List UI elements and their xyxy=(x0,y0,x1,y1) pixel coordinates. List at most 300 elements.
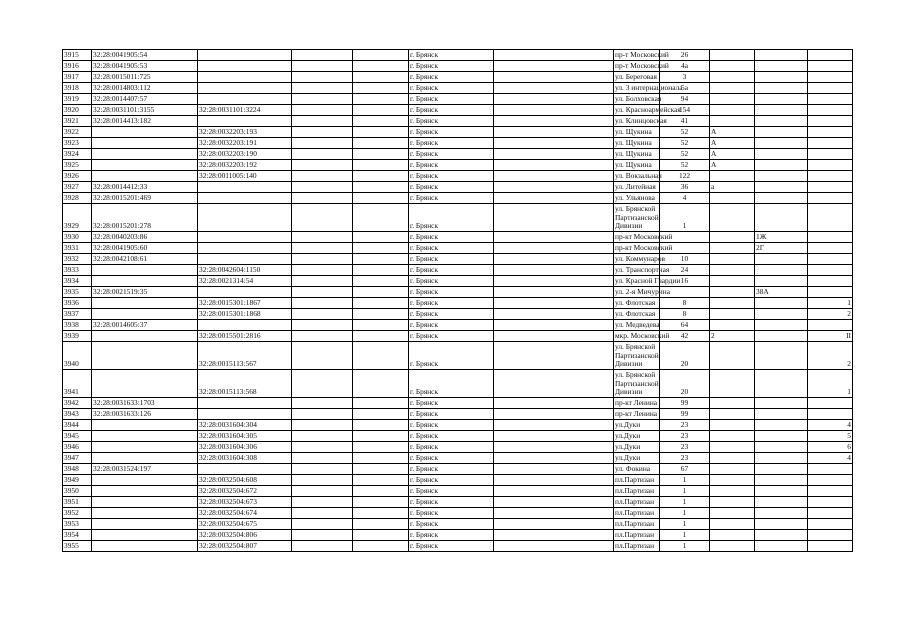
parent-cadastral-cell xyxy=(198,182,292,193)
apartment-cell: II xyxy=(808,331,853,342)
street-cell: ул. Щукина xyxy=(614,149,660,160)
empty-cell xyxy=(353,486,409,497)
table-body xyxy=(63,50,853,552)
empty-cell xyxy=(353,298,409,309)
empty-cell xyxy=(353,309,409,320)
house-letter-cell xyxy=(710,442,755,453)
empty-cell xyxy=(292,530,353,541)
empty-cell xyxy=(292,541,353,552)
cadastral-number-cell xyxy=(92,442,198,453)
street-cell: ул.Дуки xyxy=(614,442,660,453)
empty-cell xyxy=(494,116,614,127)
cadastral-number-cell: 32:28:0015011:725 xyxy=(92,72,198,83)
table-row xyxy=(63,193,853,204)
street-cell: пр-т Московский xyxy=(615,50,669,60)
cadastral-number-cell xyxy=(92,149,198,160)
house-number-cell: 23 xyxy=(660,431,710,442)
street-cell: ул. Флотская xyxy=(614,309,660,320)
parent-cadastral-cell: 32:28:0032504:672 xyxy=(198,486,292,497)
parent-cadastral-cell xyxy=(198,232,292,243)
house-number-cell: 23 xyxy=(660,420,710,431)
parent-cadastral-cell: 32:28:0032504:675 xyxy=(198,519,292,530)
empty-cell xyxy=(494,320,614,331)
empty-cell xyxy=(494,409,614,420)
table-row xyxy=(63,309,853,320)
empty-cell xyxy=(494,243,614,254)
parent-cadastral-cell: 32:28:0015301:1867 xyxy=(198,298,292,309)
empty-cell xyxy=(494,530,614,541)
building-cell xyxy=(755,320,808,331)
house-letter-cell xyxy=(710,105,755,116)
table-row xyxy=(63,431,853,442)
empty-cell xyxy=(292,409,353,420)
building-cell: 1Ж xyxy=(755,232,808,243)
empty-cell xyxy=(292,486,353,497)
parent-cadastral-cell xyxy=(198,94,292,105)
parent-cadastral-cell: 32:28:0011005:140 xyxy=(198,171,292,182)
parent-cadastral-cell: 32:28:0032504:673 xyxy=(198,497,292,508)
parent-cadastral-cell xyxy=(198,83,292,94)
street-cell: пл.Партизан xyxy=(614,541,660,552)
apartment-cell xyxy=(808,83,853,94)
row-number-cell: 3917 xyxy=(63,72,92,83)
house-letter-cell: А xyxy=(710,160,755,171)
row-number-cell: 3916 xyxy=(63,61,92,72)
house-letter-cell xyxy=(710,309,755,320)
house-number-cell: 52 xyxy=(660,138,710,149)
city-cell: г. Брянск xyxy=(409,331,494,342)
empty-cell xyxy=(292,254,353,265)
parent-cadastral-cell: 32:28:0031604:305 xyxy=(198,431,292,442)
city-cell: г. Брянск xyxy=(409,453,494,464)
row-number-cell: 3942 xyxy=(63,398,92,409)
table-row xyxy=(63,320,853,331)
street-cell: ул. Вокзальная xyxy=(615,171,662,181)
street-cell: ул. Клинцовская xyxy=(615,116,667,126)
empty-cell xyxy=(494,420,614,431)
city-cell: г. Брянск xyxy=(409,116,494,127)
street-cell: ул. Щукина xyxy=(614,160,660,171)
empty-cell xyxy=(353,320,409,331)
empty-cell xyxy=(292,182,353,193)
apartment-cell xyxy=(808,486,853,497)
empty-cell xyxy=(494,72,614,83)
apartment-cell xyxy=(808,265,853,276)
apartment-cell: 2 xyxy=(808,309,853,320)
house-number-cell: 154 xyxy=(660,105,710,116)
empty-cell xyxy=(292,442,353,453)
street-cell: пр-кт Ленина xyxy=(614,409,660,420)
empty-cell xyxy=(353,342,409,370)
empty-cell xyxy=(494,541,614,552)
city-cell: г. Брянск xyxy=(409,287,494,298)
house-letter-cell xyxy=(710,254,755,265)
cadastral-number-cell xyxy=(92,497,198,508)
city-cell: г. Брянск xyxy=(409,320,494,331)
house-letter-cell xyxy=(710,287,755,298)
apartment-cell xyxy=(808,320,853,331)
row-number-cell: 3915 xyxy=(63,50,92,61)
empty-cell xyxy=(353,193,409,204)
city-cell: г. Брянск xyxy=(409,497,494,508)
apartment-cell xyxy=(808,204,853,232)
house-number-cell: 64 xyxy=(660,320,710,331)
street-cell: пл.Партизан xyxy=(614,508,660,519)
empty-cell xyxy=(292,265,353,276)
cadastral-number-cell xyxy=(92,486,198,497)
city-cell: г. Брянск xyxy=(409,193,494,204)
house-letter-cell xyxy=(710,265,755,276)
row-number-cell: 3932 xyxy=(63,254,92,265)
apartment-cell xyxy=(808,398,853,409)
empty-cell xyxy=(494,182,614,193)
building-cell xyxy=(755,442,808,453)
empty-cell xyxy=(494,232,614,243)
empty-cell xyxy=(494,276,614,287)
building-cell xyxy=(755,475,808,486)
house-letter-cell xyxy=(710,171,755,182)
parent-cadastral-cell xyxy=(198,398,292,409)
row-number-cell: 3943 xyxy=(63,409,92,420)
house-letter-cell xyxy=(710,50,755,61)
row-number-cell: 3933 xyxy=(63,265,92,276)
building-cell xyxy=(755,72,808,83)
house-letter-cell xyxy=(710,72,755,83)
empty-cell xyxy=(494,298,614,309)
street-cell: ул. Брянской Партизанской Дивизии xyxy=(615,342,659,369)
empty-cell xyxy=(353,497,409,508)
street-cell: ул. Красноармейская xyxy=(615,105,681,115)
row-number-cell: 3939 xyxy=(63,331,92,342)
city-cell: г. Брянск xyxy=(409,50,494,61)
house-letter-cell: а xyxy=(710,182,755,193)
empty-cell xyxy=(494,204,614,232)
table-row xyxy=(63,442,853,453)
cadastral-number-cell xyxy=(92,171,198,182)
house-letter-cell xyxy=(710,519,755,530)
empty-cell xyxy=(353,276,409,287)
cadastral-number-cell xyxy=(92,331,198,342)
house-number-cell: 1 xyxy=(660,475,710,486)
row-number-cell: 3954 xyxy=(63,530,92,541)
building-cell xyxy=(755,182,808,193)
street-cell: ул. Фокина xyxy=(614,464,660,475)
table-row xyxy=(63,94,853,105)
house-letter-cell xyxy=(710,320,755,331)
row-number-cell: 3920 xyxy=(63,105,92,116)
building-cell xyxy=(755,309,808,320)
empty-cell xyxy=(494,105,614,116)
house-letter-cell xyxy=(710,431,755,442)
street-cell: ул. Коммунаров xyxy=(615,254,666,264)
table-row xyxy=(63,508,853,519)
parent-cadastral-cell: 32:28:0021314:54 xyxy=(198,276,292,287)
row-number-cell: 3949 xyxy=(63,475,92,486)
city-cell: г. Брянск xyxy=(409,72,494,83)
table-row xyxy=(63,61,853,72)
empty-cell xyxy=(353,420,409,431)
cadastral-number-cell: 32:28:0031633:1703 xyxy=(92,398,198,409)
apartment-cell xyxy=(808,287,853,298)
apartment-cell xyxy=(808,530,853,541)
empty-cell xyxy=(292,342,353,370)
row-number-cell: 3944 xyxy=(63,420,92,431)
building-cell xyxy=(755,431,808,442)
house-letter-cell xyxy=(710,409,755,420)
building-cell: 38А xyxy=(755,287,808,298)
building-cell xyxy=(755,204,808,232)
apartment-cell xyxy=(808,254,853,265)
street-cell: ул. Щукина xyxy=(614,138,660,149)
street-cell: пл.Партизан xyxy=(614,519,660,530)
cadastral-number-cell xyxy=(92,298,198,309)
row-number-cell: 3950 xyxy=(63,486,92,497)
building-cell xyxy=(755,486,808,497)
house-number-cell: 41 xyxy=(660,116,710,127)
house-letter-cell xyxy=(710,453,755,464)
city-cell: г. Брянск xyxy=(409,204,494,232)
apartment-cell: 4 xyxy=(808,453,853,464)
street-cell: ул. Брянской Партизанской Дивизии xyxy=(615,370,659,397)
table-row xyxy=(63,160,853,171)
parent-cadastral-cell xyxy=(198,243,292,254)
building-cell xyxy=(755,50,808,61)
empty-cell xyxy=(292,508,353,519)
apartment-cell xyxy=(808,243,853,254)
table-row xyxy=(63,232,853,243)
street-cell: пр-кт Московский xyxy=(615,243,673,253)
house-letter-cell xyxy=(710,370,755,398)
city-cell: г. Брянск xyxy=(409,276,494,287)
building-cell xyxy=(755,398,808,409)
house-letter-cell xyxy=(710,342,755,370)
city-cell: г. Брянск xyxy=(409,171,494,182)
apartment-cell xyxy=(808,149,853,160)
row-number-cell: 3919 xyxy=(63,94,92,105)
empty-cell xyxy=(494,138,614,149)
house-letter-cell xyxy=(710,94,755,105)
house-letter-cell xyxy=(710,420,755,431)
parent-cadastral-cell xyxy=(198,409,292,420)
apartment-cell xyxy=(808,138,853,149)
empty-cell xyxy=(292,61,353,72)
table-row xyxy=(63,486,853,497)
registry-table xyxy=(62,49,853,552)
empty-cell xyxy=(353,519,409,530)
house-number-cell: 24 xyxy=(660,265,710,276)
building-cell xyxy=(755,331,808,342)
building-cell: 2Г xyxy=(755,243,808,254)
city-cell: г. Брянск xyxy=(409,475,494,486)
building-cell xyxy=(755,94,808,105)
street-cell: мкр. Московский xyxy=(615,331,670,341)
house-number-cell: 36 xyxy=(660,182,710,193)
table-row xyxy=(63,138,853,149)
street-cell: пл.Партизан xyxy=(614,530,660,541)
table-row xyxy=(63,243,853,254)
building-cell xyxy=(755,105,808,116)
cadastral-number-cell: 32:28:0041905:53 xyxy=(92,61,198,72)
apartment-cell: 6 xyxy=(808,442,853,453)
city-cell: г. Брянск xyxy=(409,530,494,541)
street-cell: ул.Дуки xyxy=(614,453,660,464)
empty-cell xyxy=(292,331,353,342)
cadastral-number-cell: 32:28:0015201:278 xyxy=(92,204,198,232)
row-number-cell: 3929 xyxy=(63,204,92,232)
empty-cell xyxy=(292,127,353,138)
house-number-cell: 1 xyxy=(660,530,710,541)
city-cell: г. Брянск xyxy=(409,508,494,519)
table-row xyxy=(63,409,853,420)
parent-cadastral-cell: 32:28:0031604:304 xyxy=(198,420,292,431)
apartment-cell xyxy=(808,160,853,171)
city-cell: г. Брянск xyxy=(409,127,494,138)
apartment-cell xyxy=(808,475,853,486)
parent-cadastral-cell: 32:28:0032504:674 xyxy=(198,508,292,519)
empty-cell xyxy=(353,508,409,519)
building-cell xyxy=(755,530,808,541)
cadastral-number-cell: 32:28:0041905:54 xyxy=(92,50,198,61)
parent-cadastral-cell xyxy=(198,116,292,127)
cadastral-number-cell xyxy=(92,530,198,541)
empty-cell xyxy=(494,519,614,530)
empty-cell xyxy=(353,331,409,342)
city-cell: г. Брянск xyxy=(409,398,494,409)
street-cell: ул. Болховская xyxy=(615,94,662,104)
table-row xyxy=(63,342,853,370)
apartment-cell xyxy=(808,193,853,204)
row-number-cell: 3936 xyxy=(63,298,92,309)
building-cell xyxy=(755,160,808,171)
apartment-cell xyxy=(808,464,853,475)
house-letter-cell xyxy=(710,116,755,127)
house-number-cell: 4а xyxy=(660,61,710,72)
apartment-cell xyxy=(808,541,853,552)
cadastral-number-cell xyxy=(92,541,198,552)
row-number-cell: 3928 xyxy=(63,193,92,204)
table-row xyxy=(63,541,853,552)
street-cell: ул. Медведева xyxy=(615,320,660,330)
parent-cadastral-cell xyxy=(198,72,292,83)
parent-cadastral-cell: 32:28:0032504:608 xyxy=(198,475,292,486)
empty-cell xyxy=(353,265,409,276)
empty-cell xyxy=(292,193,353,204)
house-letter-cell xyxy=(710,497,755,508)
house-letter-cell xyxy=(710,83,755,94)
apartment-cell: 5 xyxy=(808,431,853,442)
empty-cell xyxy=(353,232,409,243)
empty-cell xyxy=(292,309,353,320)
empty-cell xyxy=(292,298,353,309)
empty-cell xyxy=(292,171,353,182)
parent-cadastral-cell xyxy=(198,50,292,61)
street-cell: ул. Литейная xyxy=(614,182,660,193)
row-number-cell: 3927 xyxy=(63,182,92,193)
row-number-cell: 3925 xyxy=(63,160,92,171)
street-cell: ул. Флотская xyxy=(614,298,660,309)
table-row xyxy=(63,519,853,530)
empty-cell xyxy=(353,138,409,149)
street-cell: ул. Ульянова xyxy=(614,193,660,204)
cadastral-number-cell xyxy=(92,342,198,370)
parent-cadastral-cell: 32:28:0015301:1868 xyxy=(198,309,292,320)
row-number-cell: 3921 xyxy=(63,116,92,127)
table-row xyxy=(63,182,853,193)
row-number-cell: 3924 xyxy=(63,149,92,160)
empty-cell xyxy=(494,431,614,442)
cadastral-number-cell xyxy=(92,309,198,320)
table-row xyxy=(63,265,853,276)
building-cell xyxy=(755,61,808,72)
empty-cell xyxy=(494,83,614,94)
cadastral-number-cell xyxy=(92,138,198,149)
empty-cell xyxy=(353,475,409,486)
house-number-cell: 8 xyxy=(660,309,710,320)
row-number-cell: 3922 xyxy=(63,127,92,138)
empty-cell xyxy=(353,94,409,105)
cadastral-number-cell: 32:28:0014803:112 xyxy=(92,83,198,94)
city-cell: г. Брянск xyxy=(409,370,494,398)
building-cell xyxy=(755,370,808,398)
street-cell: ул. Брянской Партизанской Дивизии xyxy=(615,204,659,231)
row-number-cell: 3955 xyxy=(63,541,92,552)
empty-cell xyxy=(292,475,353,486)
house-number-cell: 94 xyxy=(660,94,710,105)
parent-cadastral-cell: 32:28:0015113:567 xyxy=(198,342,292,370)
house-number-cell: 1 xyxy=(660,541,710,552)
parent-cadastral-cell: 32:28:0015501:2816 xyxy=(198,331,292,342)
empty-cell xyxy=(353,116,409,127)
city-cell: г. Брянск xyxy=(409,105,494,116)
city-cell: г. Брянск xyxy=(409,243,494,254)
empty-cell xyxy=(353,442,409,453)
row-number-cell: 3947 xyxy=(63,453,92,464)
house-letter-cell xyxy=(710,298,755,309)
empty-cell xyxy=(292,320,353,331)
house-letter-cell xyxy=(710,486,755,497)
empty-cell xyxy=(494,370,614,398)
street-cell: ул.Дуки xyxy=(614,420,660,431)
house-number-cell: 23 xyxy=(660,453,710,464)
cadastral-number-cell: 32:28:0041905:60 xyxy=(92,243,198,254)
row-number-cell: 3941 xyxy=(63,370,92,398)
empty-cell xyxy=(353,530,409,541)
table-row xyxy=(63,127,853,138)
cadastral-number-cell: 32:28:0014413:182 xyxy=(92,116,198,127)
street-cell: ул. Красной Гвардии xyxy=(615,276,681,286)
row-number-cell: 3937 xyxy=(63,309,92,320)
house-number-cell: 16 xyxy=(660,276,710,287)
city-cell: г. Брянск xyxy=(409,83,494,94)
parent-cadastral-cell: 32:28:0032504:806 xyxy=(198,530,292,541)
row-number-cell: 3923 xyxy=(63,138,92,149)
empty-cell xyxy=(353,127,409,138)
apartment-cell xyxy=(808,508,853,519)
empty-cell xyxy=(353,182,409,193)
cadastral-number-cell xyxy=(92,127,198,138)
house-letter-cell xyxy=(710,541,755,552)
apartment-cell xyxy=(808,105,853,116)
building-cell xyxy=(755,342,808,370)
empty-cell xyxy=(353,464,409,475)
house-number-cell: 20 xyxy=(660,370,710,398)
cadastral-number-cell: 32:28:0040203:86 xyxy=(92,232,198,243)
apartment-cell xyxy=(808,497,853,508)
row-number-cell: 3938 xyxy=(63,320,92,331)
cadastral-number-cell: 32:28:0014407:57 xyxy=(92,94,198,105)
parent-cadastral-cell xyxy=(198,320,292,331)
city-cell: г. Брянск xyxy=(409,254,494,265)
